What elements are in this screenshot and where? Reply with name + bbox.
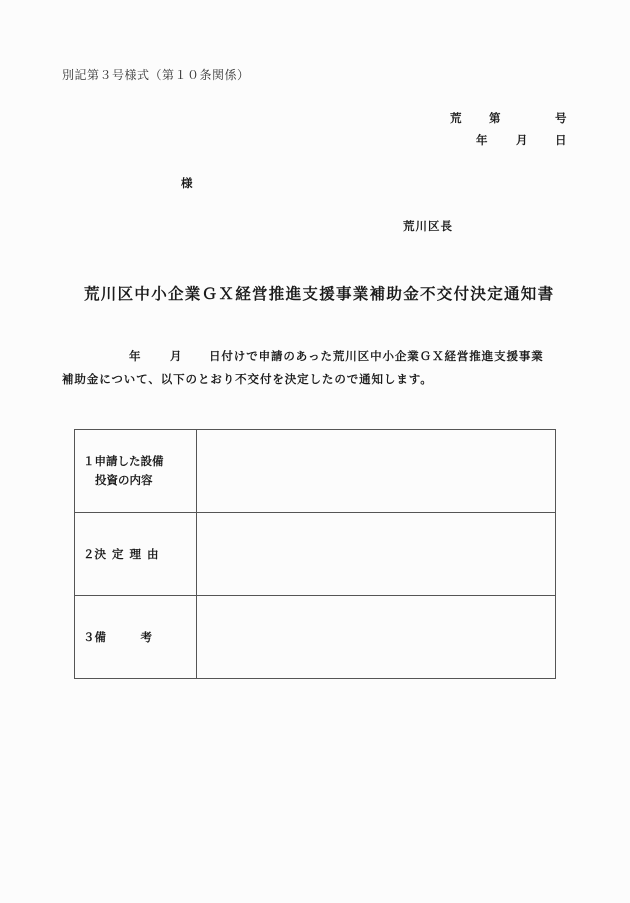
doc-number-prefix: 荒: [450, 111, 462, 125]
row-label: [75, 596, 197, 679]
row-label-line1: ３備 考: [83, 629, 152, 644]
date-year: 年: [476, 133, 488, 147]
table-row: [75, 430, 556, 513]
row-label: [75, 430, 197, 513]
info-table: [74, 429, 556, 679]
sender-name: 荒川区長: [403, 219, 453, 233]
row-label-line1: ２決 定 理 由: [83, 546, 159, 561]
row-value[interactable]: [197, 430, 556, 513]
doc-number-dai: 第: [489, 111, 501, 125]
body-month: 月: [170, 349, 183, 363]
date-day: 日: [555, 133, 567, 147]
date-month: 月: [516, 133, 528, 147]
table-row: [75, 513, 556, 596]
row-label-line1: １申請した設備: [83, 454, 164, 468]
row-label: [75, 513, 197, 596]
form-number: 別記第３号様式（第１０条関係）: [62, 68, 250, 82]
recipient-honorific: 様: [181, 176, 193, 190]
row-value[interactable]: [197, 513, 556, 596]
body-line1: 日付けで申請のあった荒川区中小企業ＧＸ経営推進支援事業: [209, 349, 544, 363]
row-value[interactable]: [197, 596, 556, 679]
doc-number-go: 号: [555, 111, 567, 125]
body-line2: 補助金について、以下のとおり不交付を決定したので通知します。: [62, 372, 433, 386]
document-title: 荒川区中小企業ＧＸ経営推進支援事業補助金不交付決定通知書: [84, 285, 555, 303]
table-row: [75, 596, 556, 679]
row-label-line2: 投資の内容: [95, 473, 153, 487]
body-year: 年: [129, 349, 142, 363]
